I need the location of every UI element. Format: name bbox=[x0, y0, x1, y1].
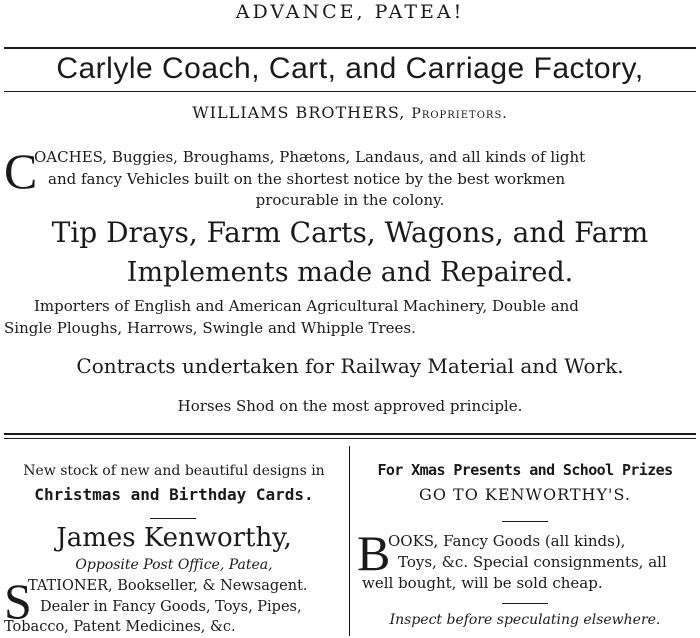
proprietors-role: Proprietors. bbox=[411, 106, 508, 122]
stationer-drop-cap: S bbox=[4, 573, 32, 629]
proprietors-name: WILLIAMS BROTHERS, bbox=[192, 103, 406, 122]
column-divider bbox=[349, 446, 350, 636]
left-ad-line-2: Christmas and Birthday Cards. bbox=[34, 485, 314, 504]
books-drop-cap: B bbox=[357, 525, 391, 581]
factory-title: Carlyle Coach, Cart, and Carriage Factory, bbox=[56, 52, 644, 85]
left-ad-line-1: New stock of new and beautiful designs in bbox=[23, 463, 325, 479]
left-ad-name: James Kenworthy, bbox=[56, 523, 292, 553]
left-ad-address: Opposite Post Office, Patea, bbox=[75, 557, 273, 573]
books-line-3: well bought, will be sold cheap. bbox=[362, 574, 603, 592]
title-rule bbox=[4, 91, 696, 92]
right-ad-line-2: GO TO KENWORTHY'S. bbox=[419, 485, 631, 504]
stationer-line-3: Tobacco, Patent Medicines, &c. bbox=[4, 619, 236, 635]
inspect-line: Inspect before speculating elsewhere. bbox=[389, 612, 661, 628]
importers-line-2: Single Ploughs, Harrows, Swingle and Whipple Trees. bbox=[4, 319, 416, 337]
left-ad-short-rule bbox=[150, 518, 196, 519]
contracts-line: Contracts undertaken for Railway Material and Work. bbox=[76, 354, 624, 378]
books-line-1: OOKS, Fancy Goods (all kinds), bbox=[388, 532, 626, 550]
importers-line-1: Importers of English and American Agricultural Machinery, Double and bbox=[34, 297, 579, 315]
stationer-line-2: Dealer in Fancy Goods, Toys, Pipes, bbox=[40, 599, 302, 615]
advance-heading: ADVANCE, PATEA! bbox=[235, 1, 465, 23]
coaches-line-2: and fancy Vehicles built on the shortest notice by the best workmen bbox=[48, 170, 566, 188]
tip-drays-line-1: Tip Drays, Farm Carts, Wagons, and Farm bbox=[51, 216, 649, 249]
horses-line: Horses Shod on the most approved principle. bbox=[177, 397, 523, 415]
right-ad-short-rule bbox=[502, 521, 548, 522]
books-line-2: Toys, &c. Special consignments, all bbox=[398, 553, 667, 571]
right-ad-bottom-rule bbox=[502, 603, 548, 604]
coaches-line-1: OACHES, Buggies, Broughams, Phætons, Landaus, and all kinds of light bbox=[34, 148, 586, 166]
section-rule-bottom bbox=[4, 438, 696, 439]
top-rule bbox=[4, 47, 696, 49]
coaches-line-3: procurable in the colony. bbox=[255, 191, 445, 209]
proprietors-line bbox=[0, 102, 700, 125]
stationer-line-1: TATIONER, Bookseller, & Newsagent. bbox=[28, 578, 308, 594]
section-rule-top bbox=[4, 433, 696, 435]
tip-drays-line-2: Implements made and Repaired. bbox=[126, 257, 574, 288]
right-ad-line-1: For Xmas Presents and School Prizes bbox=[377, 461, 673, 479]
coaches-drop-cap: C bbox=[4, 143, 38, 199]
